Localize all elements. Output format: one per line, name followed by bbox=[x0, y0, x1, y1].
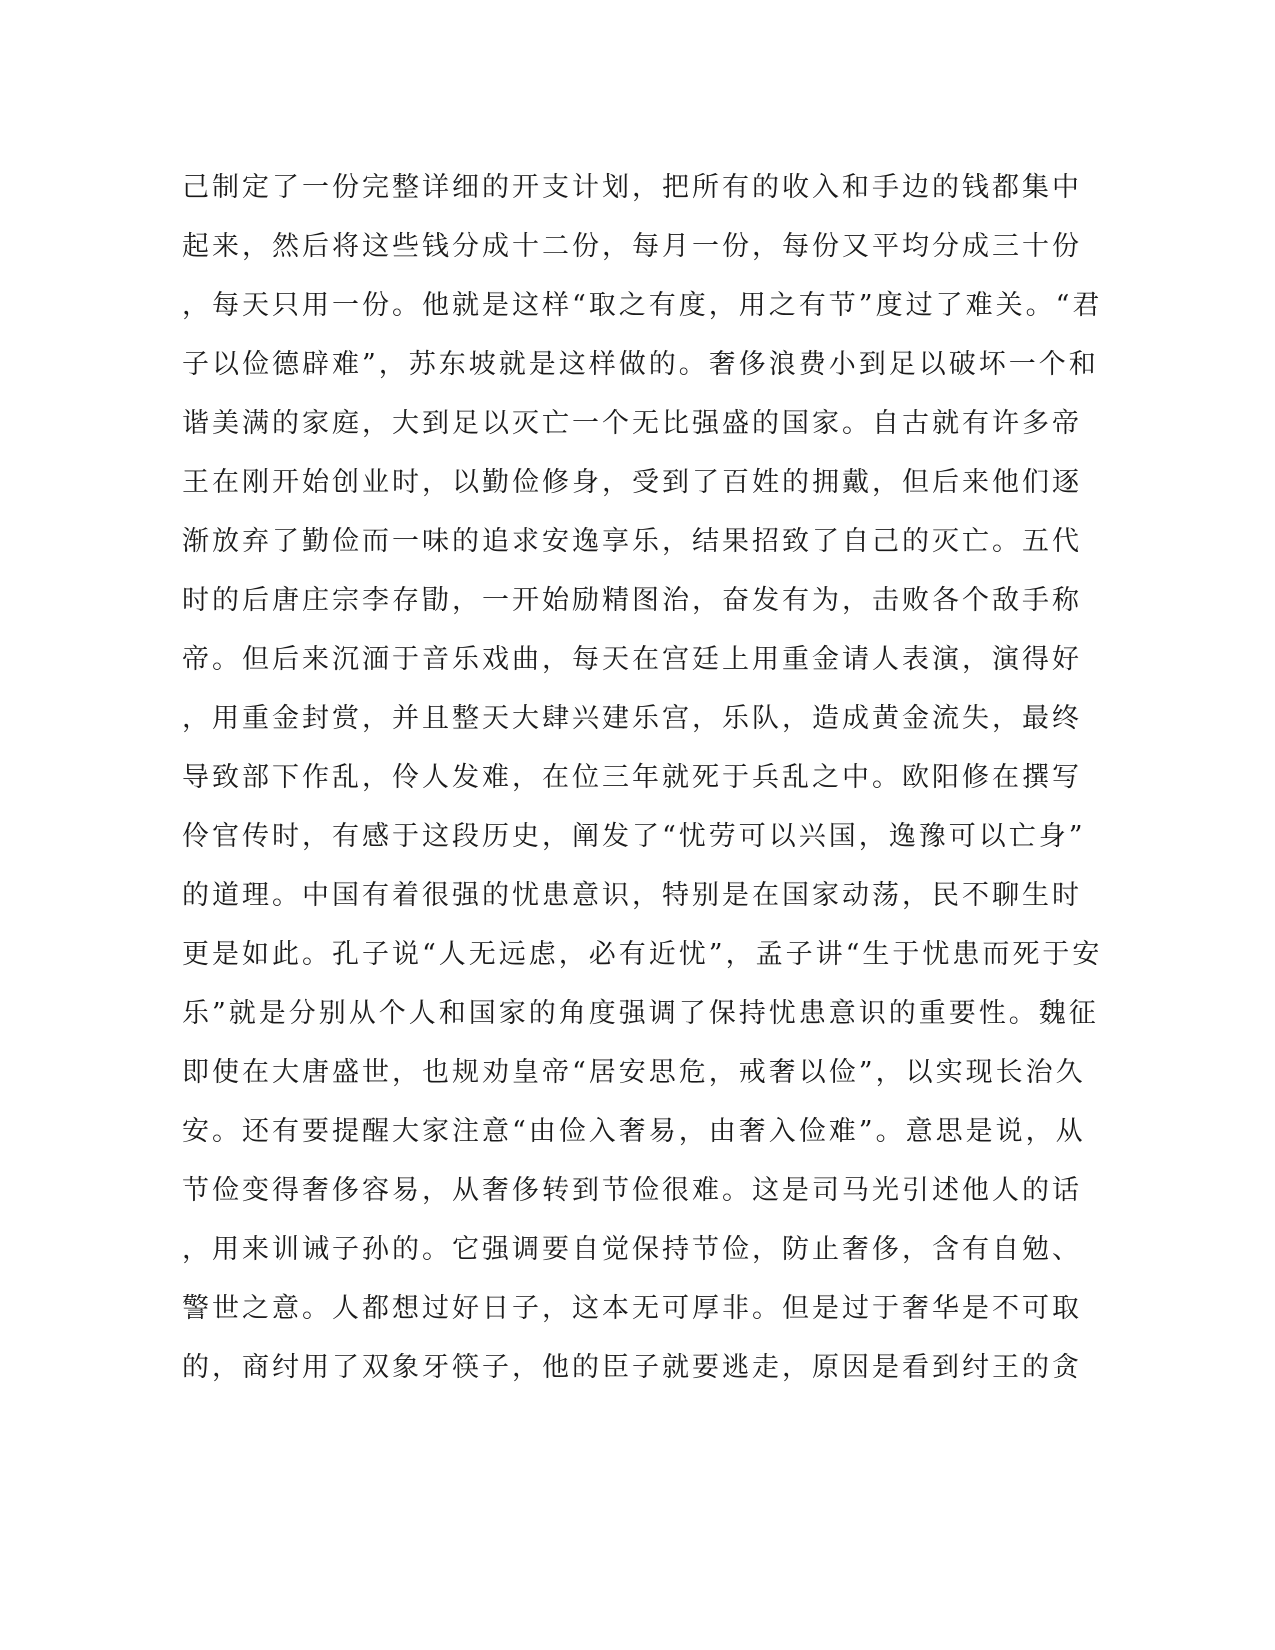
text-line: ，用来训诫子孙的。它强调要自觉保持节俭，防止奢侈，含有自勉、 bbox=[182, 1234, 1082, 1265]
text-line: 起来，然后将这些钱分成十二份，每月一份，每份又平均分成三十份 bbox=[182, 231, 1082, 262]
text-line: 安。还有要提醒大家注意“由俭入奢易，由奢入俭难”。意思是说，从 bbox=[182, 1116, 1086, 1147]
text-line: 节俭变得奢侈容易，从奢侈转到节俭很难。这是司马光引述他人的话 bbox=[182, 1175, 1082, 1206]
text-line: 王在刚开始创业时，以勤俭修身，受到了百姓的拥戴，但后来他们逐 bbox=[182, 467, 1082, 498]
text-line: 即使在大唐盛世，也规劝皇帝“居安思危，戒奢以俭”，以实现长治久 bbox=[182, 1057, 1086, 1088]
text-line: 警世之意。人都想过好日子，这本无可厚非。但是过于奢华是不可取 bbox=[182, 1293, 1082, 1324]
text-line: 导致部下作乱，伶人发难，在位三年就死于兵乱之中。欧阳修在撰写 bbox=[182, 762, 1082, 793]
text-line: 渐放弃了勤俭而一味的追求安逸享乐，结果招致了自己的灭亡。五代 bbox=[182, 526, 1082, 557]
text-line: ，每天只用一份。他就是这样“取之有度，用之有节”度过了难关。“君 bbox=[182, 290, 1103, 321]
text-line: 谐美满的家庭，大到足以灭亡一个无比强盛的国家。自古就有许多帝 bbox=[182, 408, 1082, 439]
text-line: 子以俭德辟难”，苏东坡就是这样做的。奢侈浪费小到足以破坏一个和 bbox=[182, 349, 1099, 380]
text-line: 伶官传时，有感于这段历史，阐发了“忧劳可以兴国，逸豫可以亡身” bbox=[182, 821, 1086, 852]
text-line: 帝。但后来沉湎于音乐戏曲，每天在宫廷上用重金请人表演，演得好 bbox=[182, 644, 1082, 675]
text-line: 己制定了一份完整详细的开支计划，把所有的收入和手边的钱都集中 bbox=[182, 172, 1082, 203]
text-line: 乐”就是分别从个人和国家的角度强调了保持忧患意识的重要性。魏征 bbox=[182, 998, 1099, 1029]
text-line: 更是如此。孔子说“人无远虑，必有近忧”，孟子讲“生于忧患而死于安 bbox=[182, 939, 1103, 970]
text-line: 的，商纣用了双象牙筷子，他的臣子就要逃走，原因是看到纣王的贪 bbox=[182, 1352, 1082, 1383]
text-line: 时的后唐庄宗李存勖，一开始励精图治，奋发有为，击败各个敌手称 bbox=[182, 585, 1082, 616]
text-line: 的道理。中国有着很强的忧患意识，特别是在国家动荡，民不聊生时 bbox=[182, 880, 1082, 911]
body-text bbox=[182, 158, 1103, 1397]
text-line: ，用重金封赏，并且整天大肆兴建乐宫，乐队，造成黄金流失，最终 bbox=[182, 703, 1082, 734]
